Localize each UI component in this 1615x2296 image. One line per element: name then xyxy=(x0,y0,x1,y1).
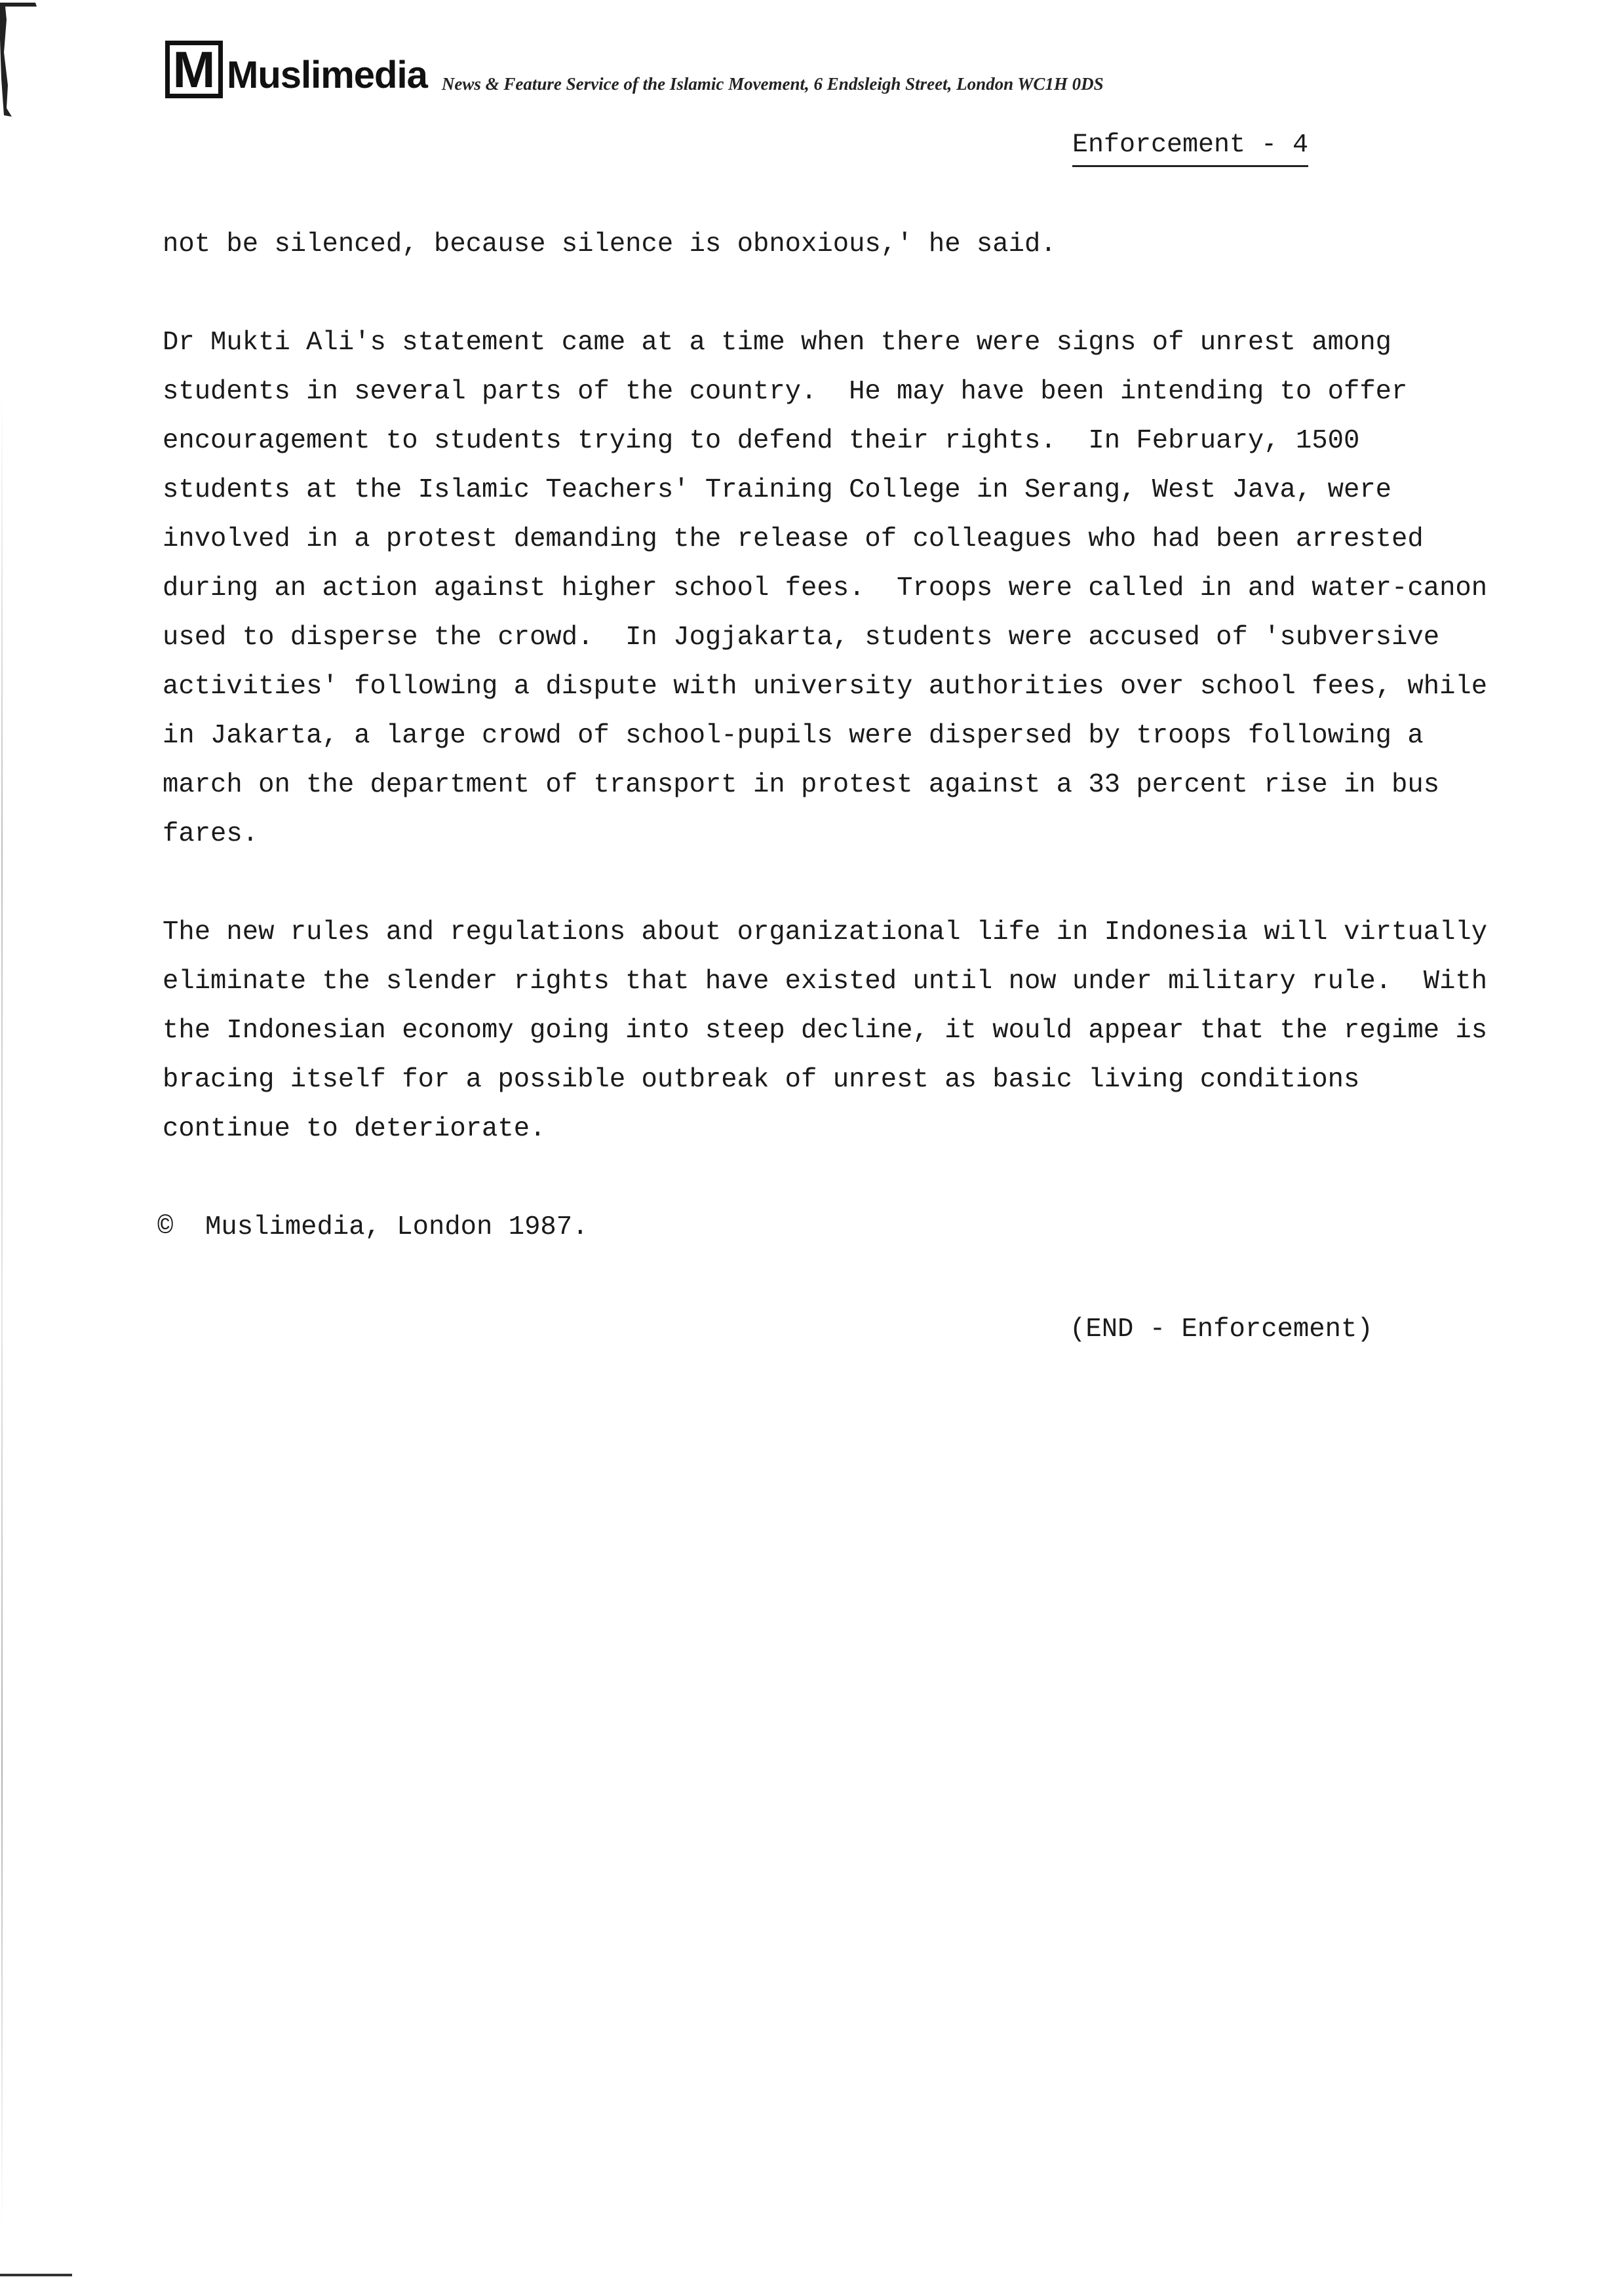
text-line: involved in a protest demanding the release of colleagues who had been arrested xyxy=(163,524,1424,554)
paragraph-2 xyxy=(163,318,1572,859)
scan-edge xyxy=(1,393,3,2228)
text-line: eliminate the slender rights that have existed until now under military rule. With xyxy=(163,966,1488,997)
text-line: Dr Mukti Ali's statement came at a time when there were signs of unrest among xyxy=(163,328,1392,358)
copyright-line: © Muslimedia, London 1987. xyxy=(157,1212,589,1242)
text-line: in Jakarta, a large crowd of school-pupils were dispersed by troops following a xyxy=(163,721,1424,751)
text-line: continue to deteriorate. xyxy=(163,1114,546,1144)
text-line: activities' following a dispute with university authorities over school fees, while xyxy=(163,672,1488,702)
binding-mark-icon xyxy=(0,0,39,118)
text-line: not be silenced, because silence is obnoxious,' he said. xyxy=(163,229,1057,259)
letterhead-tagline: News & Feature Service of the Islamic Movement, 6 Endsleigh Street, London WC1H 0DS xyxy=(441,74,1104,94)
text-line: students in several parts of the country. He may have been intending to offer xyxy=(163,377,1408,407)
body-text xyxy=(163,220,1572,1203)
brand-name: Muslimedia xyxy=(227,54,427,96)
muslimedia-logo-icon xyxy=(165,41,223,98)
paragraph-3 xyxy=(163,908,1572,1154)
text-line: march on the department of transport in protest against a 33 percent rise in bus xyxy=(163,770,1440,800)
text-line: fares. xyxy=(163,819,259,849)
end-note: (END - Enforcement) xyxy=(1070,1314,1373,1345)
text-line: encouragement to students trying to defend their rights. In February, 1500 xyxy=(163,426,1360,456)
scan-corner-mark xyxy=(0,2274,72,2276)
paragraph-1 xyxy=(163,220,1572,269)
text-line: students at the Islamic Teachers' Training College in Serang, West Java, were xyxy=(163,475,1392,505)
text-line: The new rules and regulations about organizational life in Indonesia will virtually xyxy=(163,917,1488,947)
text-line: during an action against higher school fees. Troops were called in and water-canon xyxy=(163,573,1488,603)
text-line: used to disperse the crowd. In Jogjakarta, students were accused of 'subversive xyxy=(163,622,1440,653)
text-line: bracing itself for a possible outbreak of unrest as basic living conditions xyxy=(163,1065,1360,1095)
text-line: the Indonesian economy going into steep decline, it would appear that the regime is xyxy=(163,1016,1488,1046)
letterhead xyxy=(165,41,1104,98)
page-header: Enforcement - 4 xyxy=(1072,128,1308,167)
logo-letter: M xyxy=(172,41,216,98)
